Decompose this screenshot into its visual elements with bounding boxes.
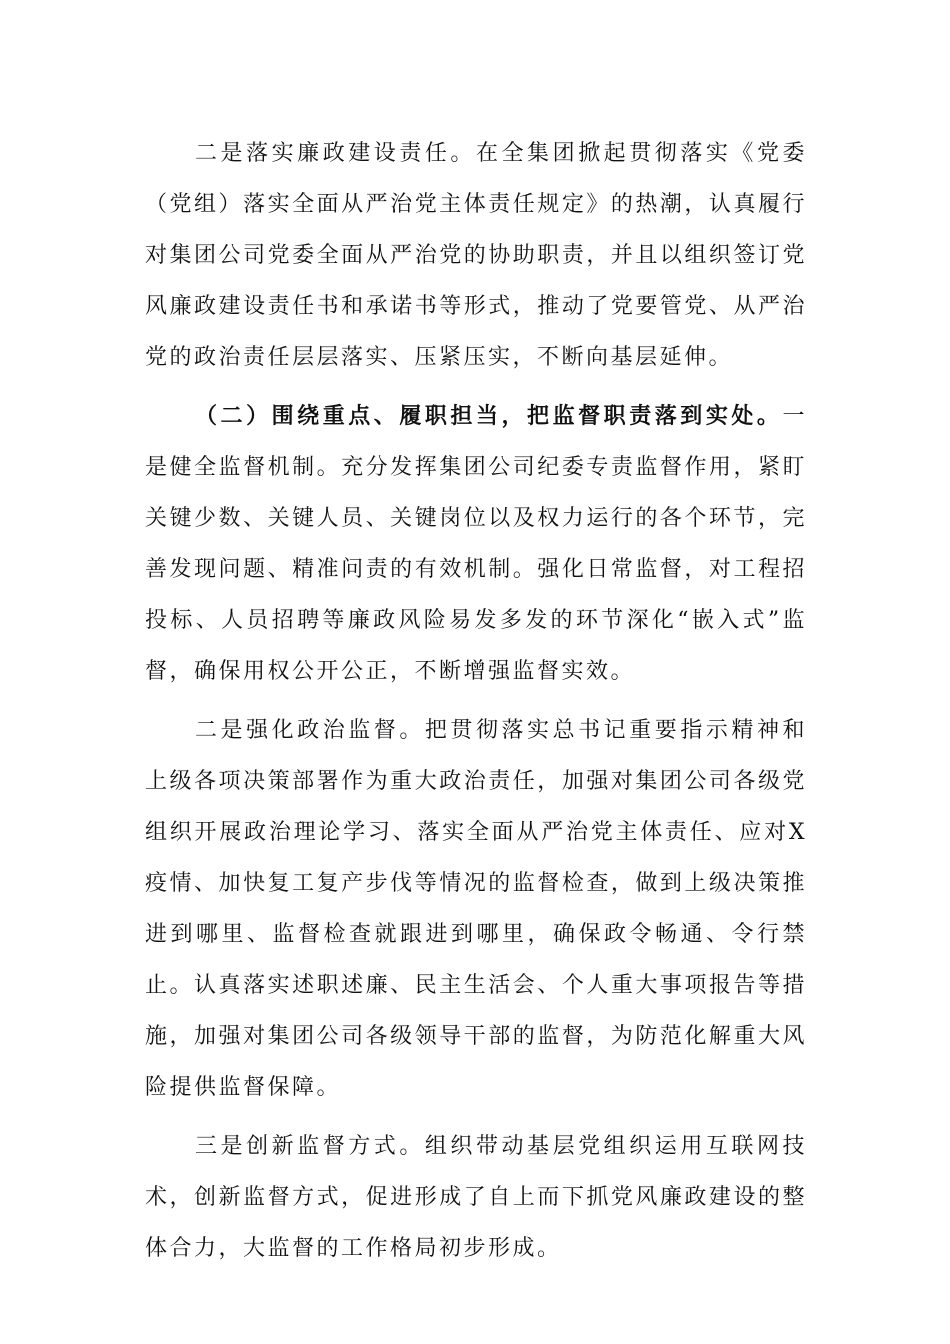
paragraph-body: 二是强化政治监督。把贯彻落实总书记重要指示精神和上级各项决策部署作为重大政治责任，加强对集团公司各级党组织开展政治理论学习、落实全面从严治党主体责任、应对X疫情、加快复工复产步伐等情况的监督检查，做到上级决策推进到哪里、监督检查就跟进到哪里，确保政令畅通、令行禁止。认真落实述职述廉、民主生活会、个人重大事项报告等措施，加强对集团公司各级领导干部的监督，为防范化解重大风险提供监督保障。 xyxy=(145,718,807,1100)
paragraph-responsibility xyxy=(145,128,807,383)
paragraph-innovation xyxy=(145,1121,807,1274)
document-page xyxy=(145,128,807,1274)
paragraph-body: 一是健全监督机制。充分发挥集团公司纪委专责监督作用，紧盯关键少数、关键人员、关键岗位以及权力运行的各个环节，完善发现问题、精准问责的有效机制。强化日常监督，对工程招投标、人员招聘等廉政风险易发多发的环节深化“嵌入式”监督，确保用权公开公正，不断增强监督实效。 xyxy=(145,404,807,684)
paragraph-supervision-mechanism xyxy=(145,391,807,697)
paragraph-body: 二是落实廉政建设责任。在全集团掀起贯彻落实《党委（党组）落实全面从严治党主体责任规定》的热潮，认真履行对集团公司党委全面从严治党的协助职责，并且以组织签订党风廉政建设责任书和承诺书等形式，推动了党要管党、从严治党的政治责任层层落实、压紧压实，不断向基层延伸。 xyxy=(145,141,807,370)
section-heading: （二）围绕重点、履职担当，把监督职责落到实处。 xyxy=(195,403,783,429)
paragraph-political-supervision xyxy=(145,705,807,1113)
paragraph-body: 三是创新监督方式。组织带动基层党组织运用互联网技术，创新监督方式，促进形成了自上而下抓党风廉政建设的整体合力，大监督的工作格局初步形成。 xyxy=(145,1134,807,1261)
